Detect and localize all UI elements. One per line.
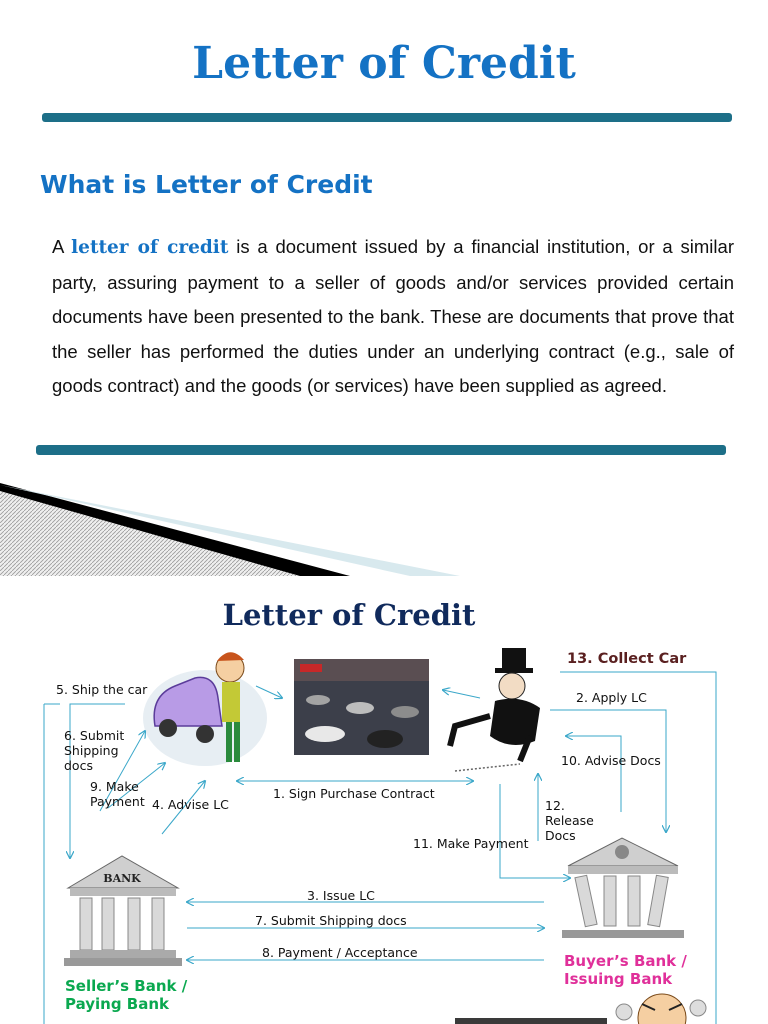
divider-top [42,113,732,122]
page-title: Letter of Credit [192,38,576,89]
paragraph-lead: A [52,236,72,257]
step-5-label: 5. Ship the car [56,682,148,697]
decorative-wedge [0,475,460,576]
divider-middle [36,445,726,455]
step-7-label: 7. Submit Shipping docs [255,913,407,928]
step-4-label: 4. Advise LC [152,797,229,812]
bottom-photo-strip [455,1018,607,1024]
buyer-illustration [450,648,540,771]
step-13-label: 13. Collect Car [567,651,687,667]
step-11-label: 11. Make Payment [413,836,529,851]
step-9-label: 9. Make Payment [90,779,145,809]
step-6-label: 6. Submit Shipping docs [64,728,125,773]
diagram-title: Letter of Credit [222,598,476,632]
step-10-label: 10. Advise Docs [561,753,661,768]
paragraph-rest: is a document issued by a financial institution, or a similar party, assuring payment to a seller of goods and/or services provided certain documents have been presented to the bank. These are documents that prove that the seller has performed the duties under an underlying contract (e.g., sale of goods contract) and the goods (or services) have been supplied as agreed. [52,236,734,396]
section-heading: What is Letter of Credit [40,170,373,199]
definition-paragraph [52,230,734,404]
sellers-bank-building [64,856,182,966]
step-3-label: 3. Issue LC [307,888,375,903]
bank-sign: BANK [103,872,141,885]
buyers-bank-building [562,838,684,938]
angry-face-illustration [616,994,706,1024]
buyers-bank-label: Buyer’s Bank / Issuing Bank [564,952,687,988]
step-2-label: 2. Apply LC [576,690,647,705]
step-12-label: 12. Release Docs [545,798,594,843]
seller-with-car-illustration [143,652,267,766]
sellers-bank-label: Seller’s Bank / Paying Bank [65,977,188,1013]
step-1-label: 1. Sign Purchase Contract [273,786,435,801]
step-8-label: 8. Payment / Acceptance [262,945,418,960]
car-showroom-photo [294,659,429,755]
term-highlight: letter of credit [71,237,229,258]
